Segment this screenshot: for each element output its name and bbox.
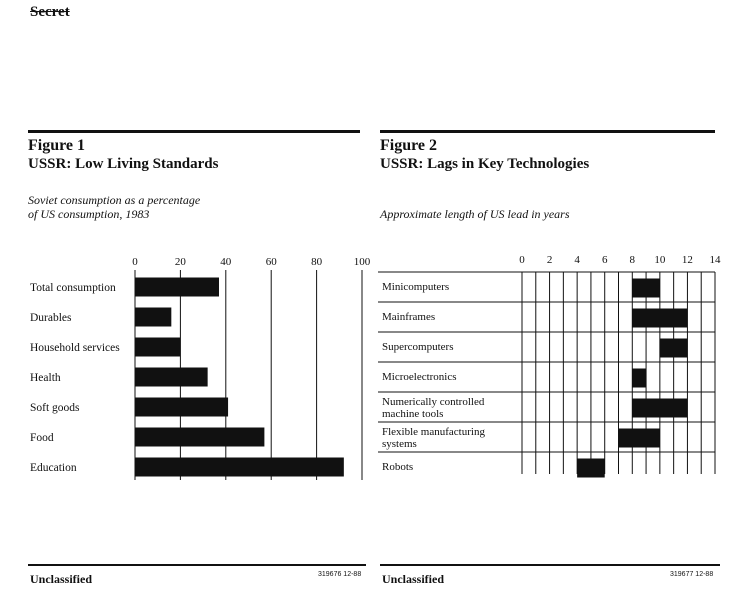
figure1-tick-label: 80 [311,256,323,268]
figure2-bar [632,309,687,328]
figure2-tick-label: 6 [601,254,608,266]
figure1-category-label: Household services [30,342,120,354]
figure2-footer-code: 319677 12-88 [670,571,714,578]
figure2-bar [632,279,660,298]
figure1-category-label: Durables [30,312,72,324]
figure1-tick-label: 0 [132,256,138,268]
figure2-tick-label: 4 [574,254,580,266]
figure2-category-label: Mainframes [382,311,436,323]
figure1-tick-label: 40 [220,256,232,268]
figure2-bar [660,339,688,358]
figure1-title: USSR: Low Living Standards [28,156,219,172]
figure1-footer-classification: Unclassified [30,572,93,586]
figure1-category-label: Food [30,432,54,444]
figure2-tick-label: 10 [654,254,666,266]
figure2-category-label: Numerically controlled [382,396,485,408]
figure2-tick-label: 14 [709,254,721,266]
figure2-category-label: Microelectronics [382,371,457,383]
figure2-tick-label: 12 [681,254,693,266]
figure1-subtitle-line2: of US consumption, 1983 [28,207,150,221]
figure2-category-label: Supercomputers [382,341,454,353]
figure2-tick-label: 2 [546,254,553,266]
figure2-category-label: systems [382,438,417,450]
figure2-tick-label: 0 [519,254,525,266]
figure2-bar [619,429,660,448]
figure1-category-label: Soft goods [30,402,80,414]
figure2-title: USSR: Lags in Key Technologies [380,156,590,172]
figure1-tick-label: 20 [174,256,186,268]
figure1-tick-label: 60 [265,256,277,268]
figure2-subtitle-line1: Approximate length of US lead in years [380,207,570,221]
figure2-category-label: Robots [382,461,414,473]
figure1-footer-code: 319676 12-88 [318,571,362,578]
figure1-category-label: Health [30,372,61,384]
figure1-footer-rule [28,564,366,566]
figure2-bar [632,399,687,418]
figure2-footer-classification: Unclassified [382,572,445,586]
figure2-category-label: Flexible manufacturing [382,426,485,438]
figure1-tick-label: 100 [353,256,371,268]
figure2-bar [577,459,605,478]
figure1-number: Figure 1 [28,137,86,154]
figure2-bar [632,369,646,388]
figure1-category-label: Education [30,462,77,474]
figure1-subtitle-line1: Soviet consumption as a percentage [28,193,201,207]
figure2-tick-label: 8 [629,254,636,266]
figure2-footer-rule [380,564,720,566]
classification-marking: Secret [30,4,70,20]
figure2-category-label: machine tools [382,408,444,420]
figure2-category-label: Minicomputers [382,281,450,293]
figure1-category-label: Total consumption [30,282,116,294]
figure2-number: Figure 2 [380,137,438,154]
